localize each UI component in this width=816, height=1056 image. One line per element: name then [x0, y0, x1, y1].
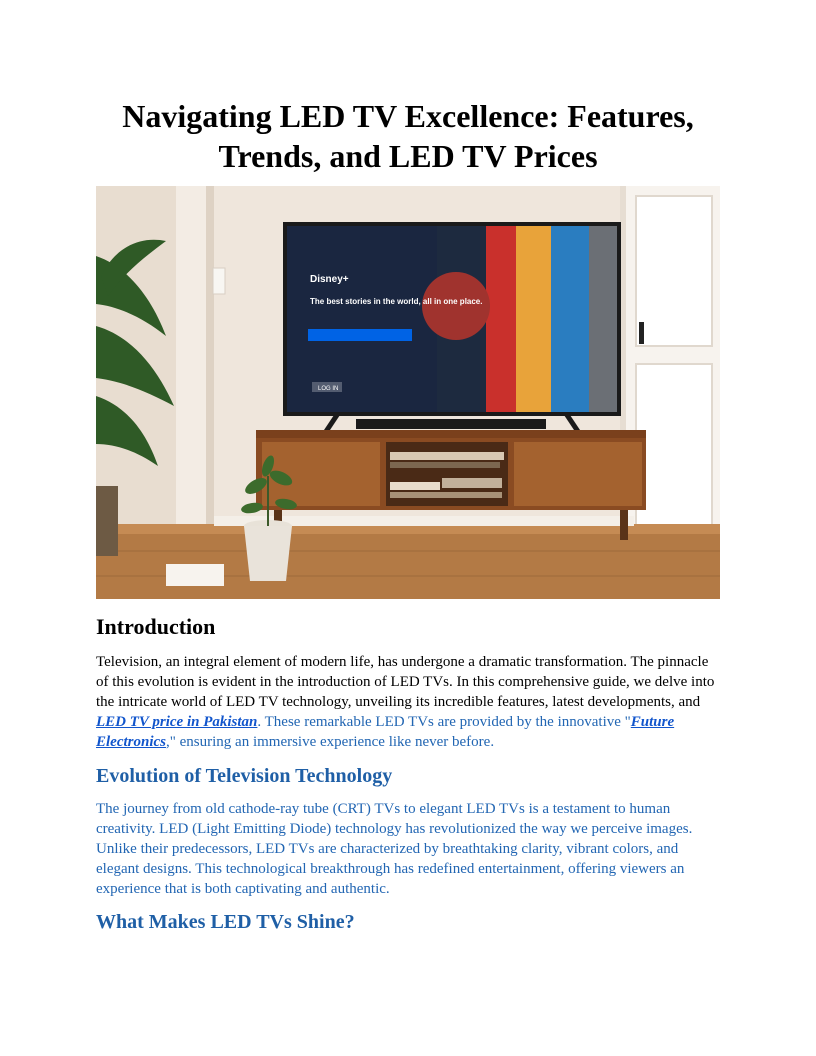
intro-text-2: . These remarkable LED TVs are provided by the innovative " — [257, 714, 631, 730]
shine-heading: What Makes LED TVs Shine? — [96, 911, 355, 933]
intro-text-3: ," ensuring an immersive experience like never before. — [166, 734, 495, 750]
tv-login-text: LOG IN — [318, 386, 339, 392]
tv-tagline-text: The best stories in the world, all in one place. — [310, 297, 483, 306]
future-electronics-link[interactable]: Future Electronics — [96, 714, 675, 750]
intro-paragraph — [96, 652, 720, 752]
intro-text-1: Television, an integral element of modern life, has undergone a dramatic transformation. The pinnacle of this evolution is evident in the introduction of LED TVs. In this comprehensive guide, we delve into the intricate world of LED TV technology, unveiling its incredible features, latest developments, and — [96, 654, 715, 710]
tv-brand-text: Disney+ — [310, 274, 349, 285]
evolution-heading: Evolution of Television Technology — [96, 765, 393, 787]
evolution-paragraph: The journey from old cathode-ray tube (CRT) TVs to elegant LED TVs is a testament to human creativity. LED (Light Emitting Diode) technology has revolutionized the way we perceive images. Unlike their predecessors, LED TVs are characterized by breathtaking clarity, vibrant colors, and elegant designs. This technological breakthrough has redefined entertainment, offering viewers an experience that is both captivating and authentic. — [96, 801, 693, 897]
hero-image — [96, 186, 720, 599]
led-tv-price-link[interactable]: LED TV price in Pakistan — [96, 714, 258, 730]
svg-text:The best stories in the world, — [310, 297, 482, 306]
intro-heading: Introduction — [96, 614, 216, 639]
page-title: Navigating LED TV Excellence: Features, Trends, and LED TV Prices — [122, 98, 694, 174]
